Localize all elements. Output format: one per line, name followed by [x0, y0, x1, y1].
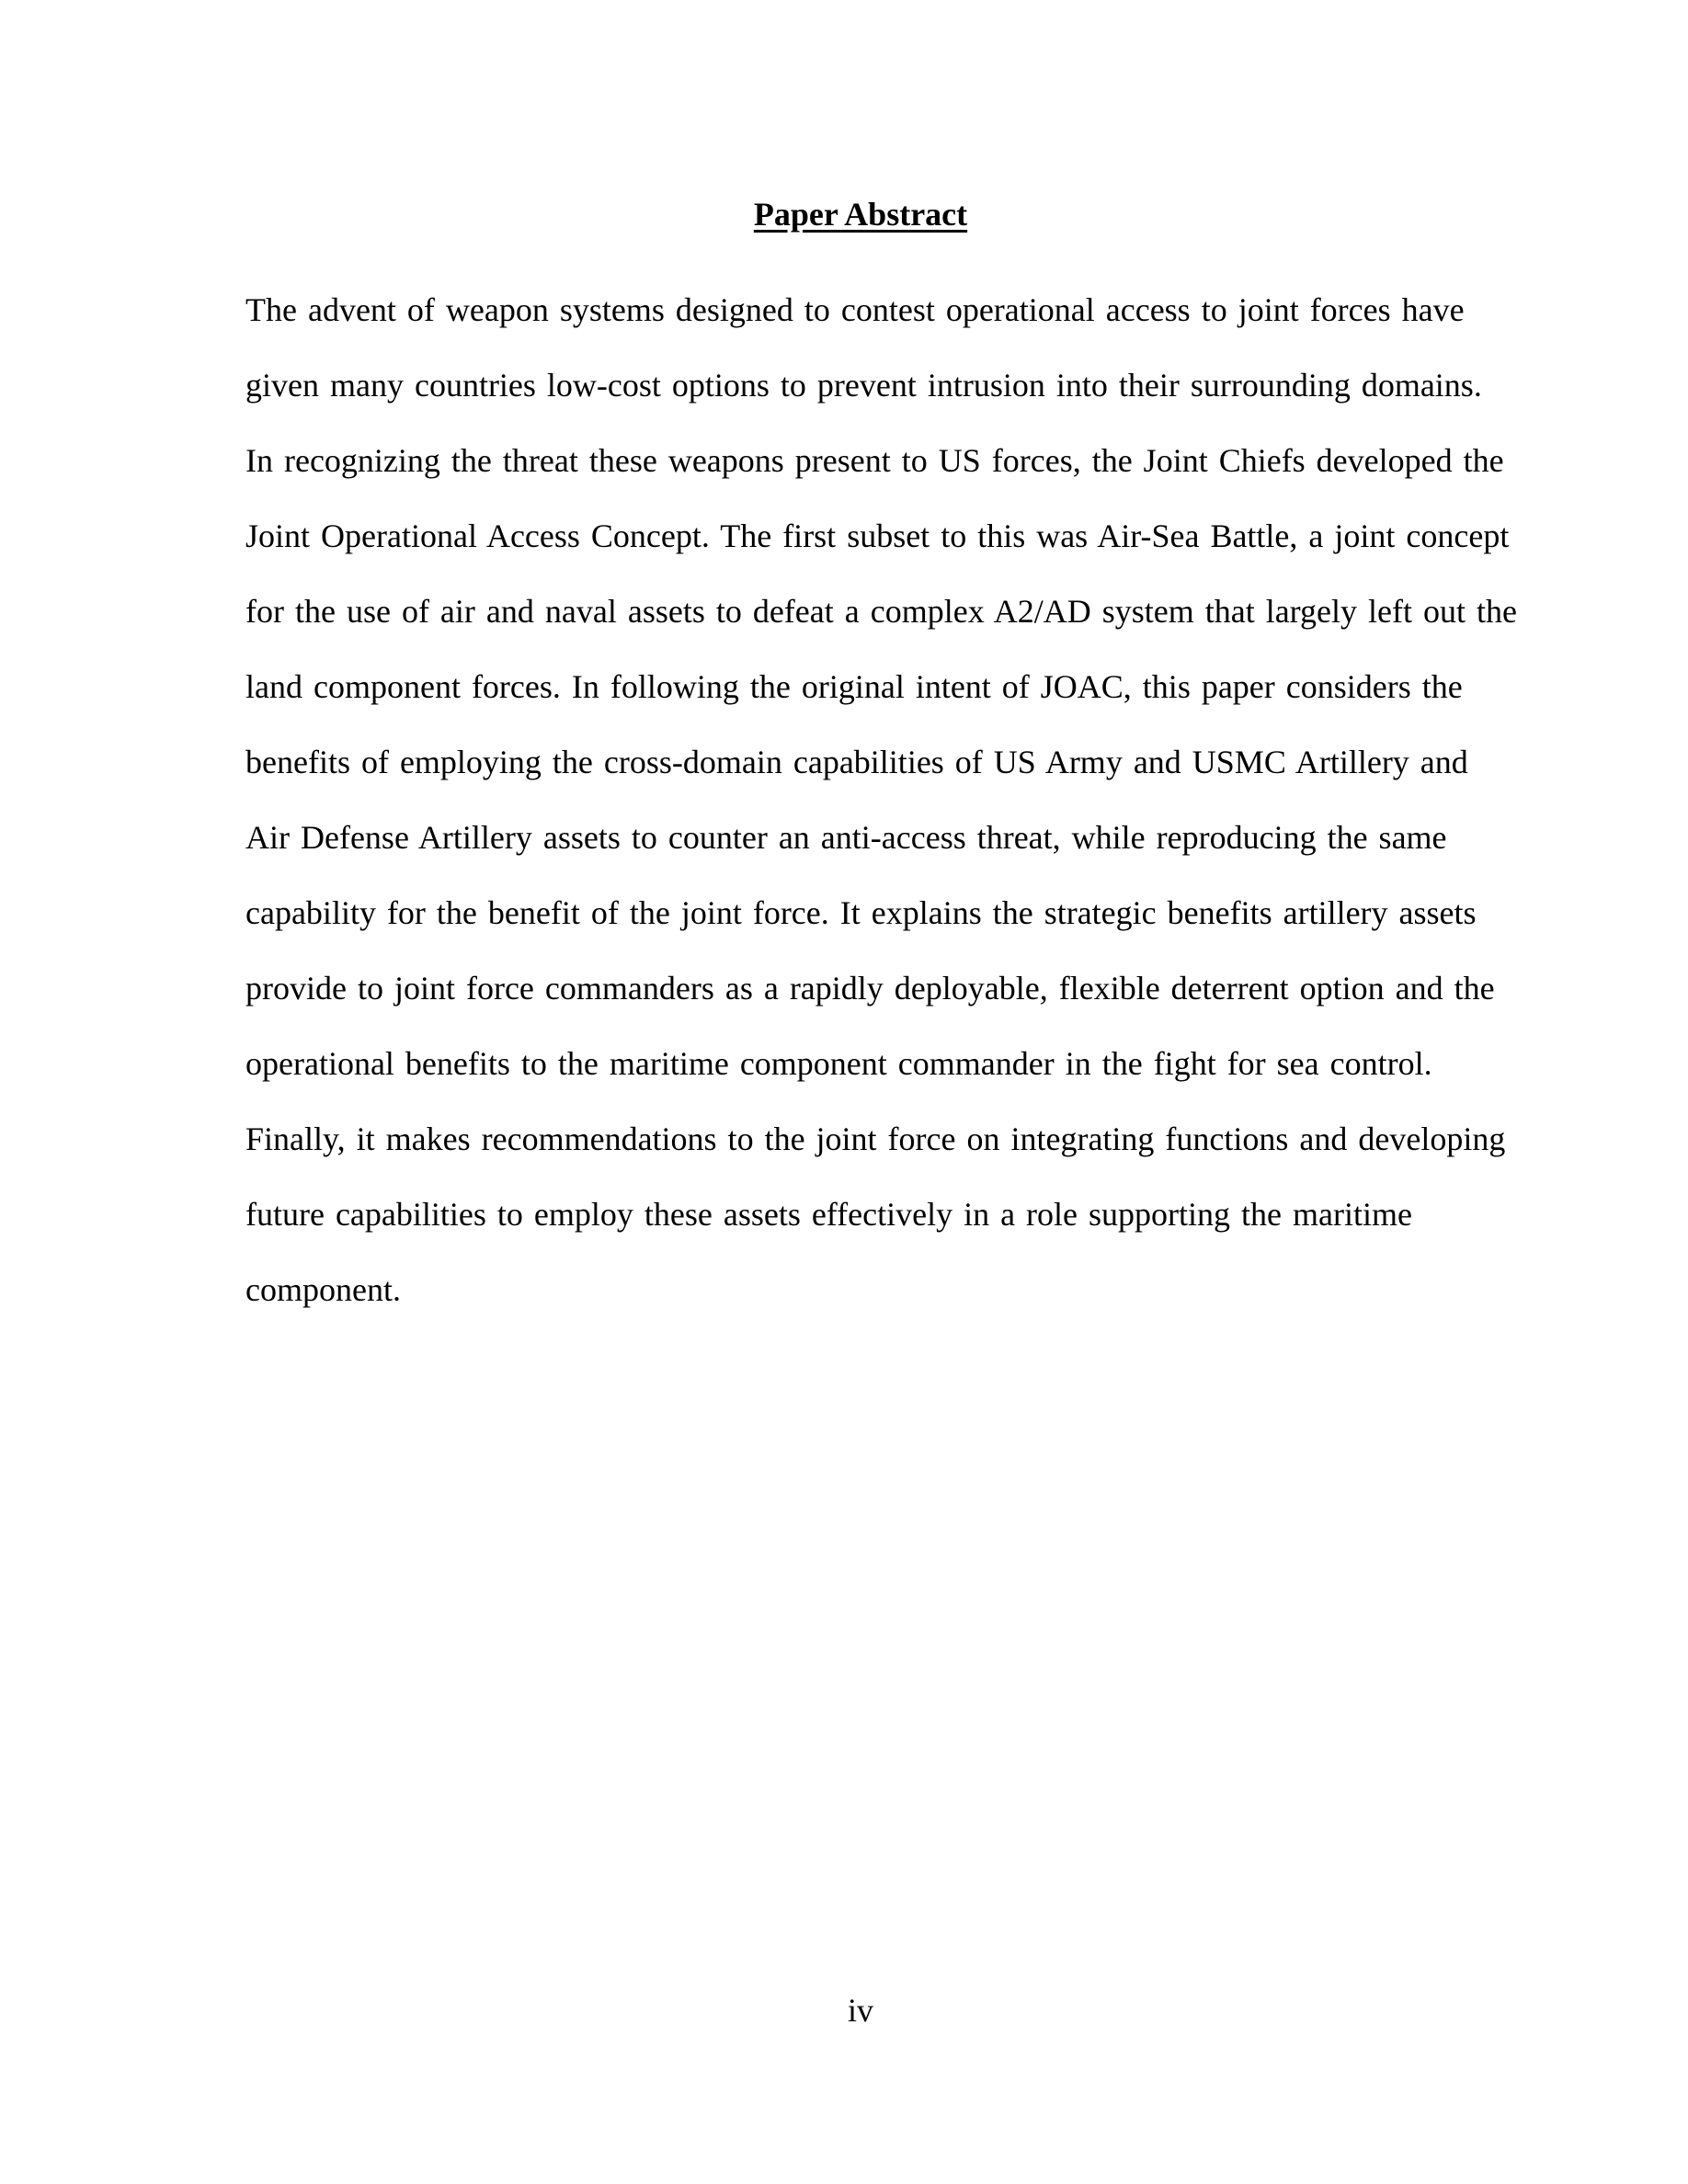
abstract-line: Joint Operational Access Concept. The first subset to this was Air-Sea Battle, a joint concept: [245, 518, 1510, 554]
abstract-line: future capabilities to employ these assets effectively in a role supporting the maritime: [245, 1196, 1412, 1233]
abstract-line: land component forces. In following the original intent of JOAC, this paper considers the: [245, 668, 1463, 705]
abstract-line: capability for the benefit of the joint force. It explains the strategic benefits artillery assets: [245, 894, 1477, 931]
abstract-line: The advent of weapon systems designed to contest operational access to joint forces have: [245, 291, 1465, 328]
abstract-line: for the use of air and naval assets to defeat a complex A2/AD system that largely left out the: [245, 593, 1517, 630]
page-title: Paper Abstract: [753, 196, 968, 233]
abstract-line: benefits of employing the cross-domain capabilities of US Army and USMC Artillery and: [245, 744, 1468, 780]
abstract-line: In recognizing the threat these weapons present to US forces, the Joint Chiefs developed the: [245, 442, 1504, 479]
abstract-line: Finally, it makes recommendations to the joint force on integrating functions and developing: [245, 1120, 1506, 1157]
abstract-line: Air Defense Artillery assets to counter an anti-access threat, while reproducing the same: [245, 819, 1447, 856]
page-number: iv: [847, 1992, 873, 2029]
abstract-line: operational benefits to the maritime component commander in the fight for sea control.: [245, 1045, 1432, 1082]
abstract-line: component.: [245, 1271, 401, 1308]
abstract-line: provide to joint force commanders as a rapidly deployable, flexible deterrent option and the: [245, 970, 1495, 1007]
abstract-body: [245, 272, 1517, 1327]
abstract-line: given many countries low-cost options to prevent intrusion into their surrounding domains.: [245, 367, 1482, 404]
